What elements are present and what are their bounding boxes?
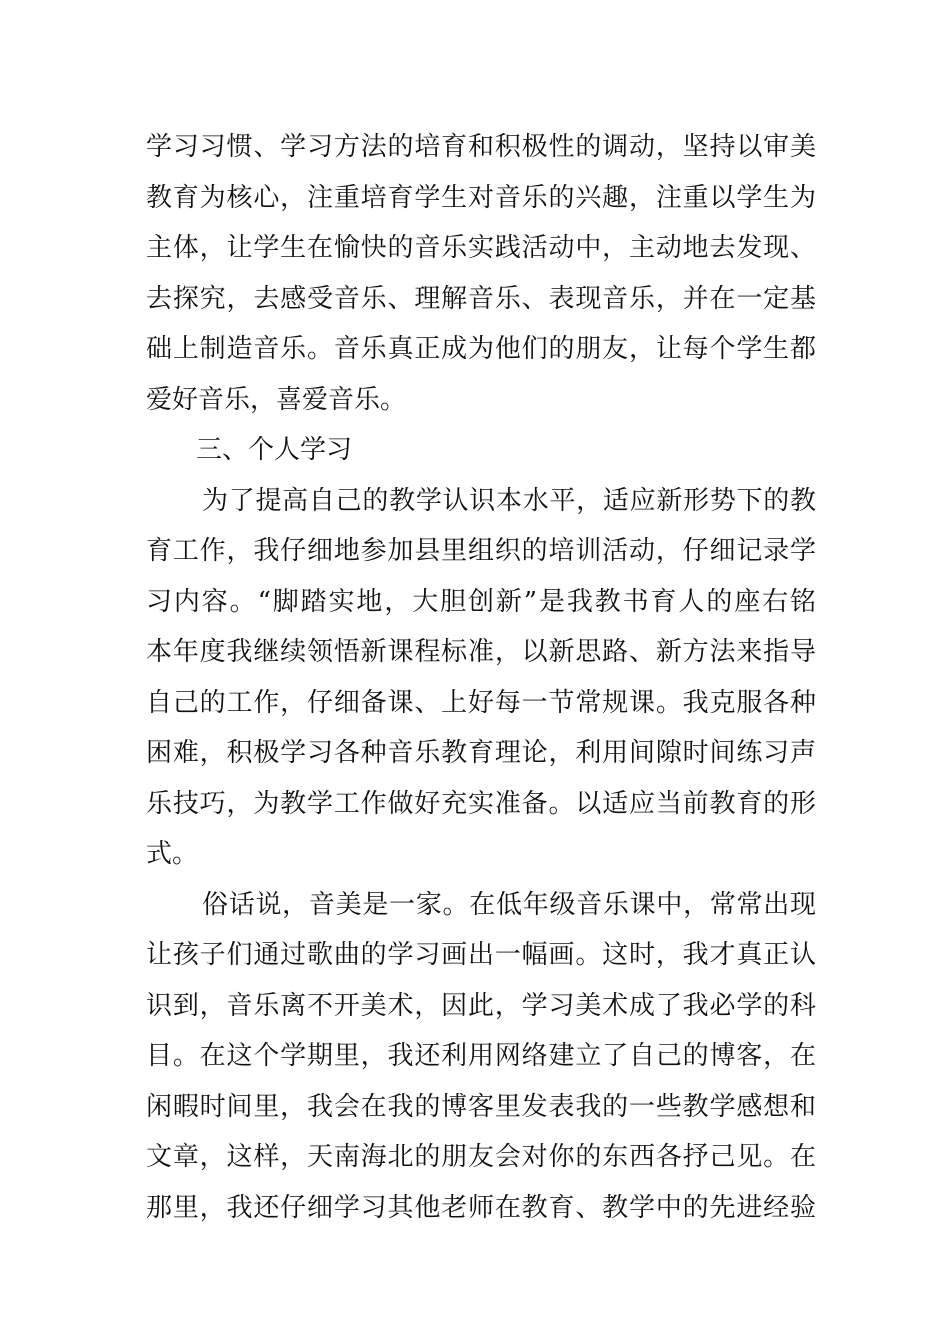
text-line: 乐技巧，为教学工作做好充实准备。以适应当前教育的形 (146, 788, 816, 819)
text-line: 教育为核心，注重培育学生对音乐的兴趣，注重以学生为 (146, 182, 816, 213)
text-line: 闲暇时间里，我会在我的博客里发表我的一些教学感想和 (146, 1091, 816, 1122)
document-body (146, 122, 816, 1233)
text-line: 学习习惯、学习方法的培育和积极性的调动，坚持以审美 (146, 132, 816, 162)
text-line: 目。在这个学期里，我还利用网络建立了自己的博客，在 (146, 1041, 816, 1071)
text-line: 习内容。“脚踏实地，大胆创新”是我教书育人的座右铭 (146, 586, 816, 617)
text-line: 困难，积极学习各种音乐教育理论，利用间隙时间练习声 (146, 738, 816, 768)
text-line: 那里，我还仔细学习其他老师在教育、教学中的先进经验 (146, 1192, 816, 1223)
text-line: 主体，让学生在愉快的音乐实践活动中，主动地去发现、 (146, 233, 816, 263)
text-line: 让孩子们通过歌曲的学习画出一幅画。这时，我才真正认 (146, 940, 816, 970)
text-line: 础上制造音乐。音乐真正成为他们的朋友，让每个学生都 (146, 334, 816, 364)
text-line: 俗话说，音美是一家。在低年级音乐课中，常常出现 (202, 889, 816, 920)
section-heading: 三、个人学习 (196, 435, 353, 465)
text-line: 自己的工作，仔细备课、上好每一节常规课。我克服各种 (146, 687, 816, 718)
text-line: 去探究，去感受音乐、理解音乐、表现音乐，并在一定基 (146, 283, 816, 314)
text-line: 爱好音乐，喜爱音乐。 (146, 384, 407, 415)
text-line: 为了提高自己的教学认识本水平，适应新形势下的教 (202, 485, 816, 516)
text-line: 文章，这样，天南海北的朋友会对你的东西各抒己见。在 (146, 1142, 816, 1172)
text-line: 育工作，我仔细地参加县里组织的培训活动，仔细记录学 (146, 536, 816, 566)
text-line: 识到，音乐离不开美术，因此，学习美术成了我必学的科 (146, 990, 816, 1021)
text-line: 本年度我继续领悟新课程标准，以新思路、新方法来指导 (146, 637, 816, 667)
text-line: 式。 (146, 839, 199, 869)
